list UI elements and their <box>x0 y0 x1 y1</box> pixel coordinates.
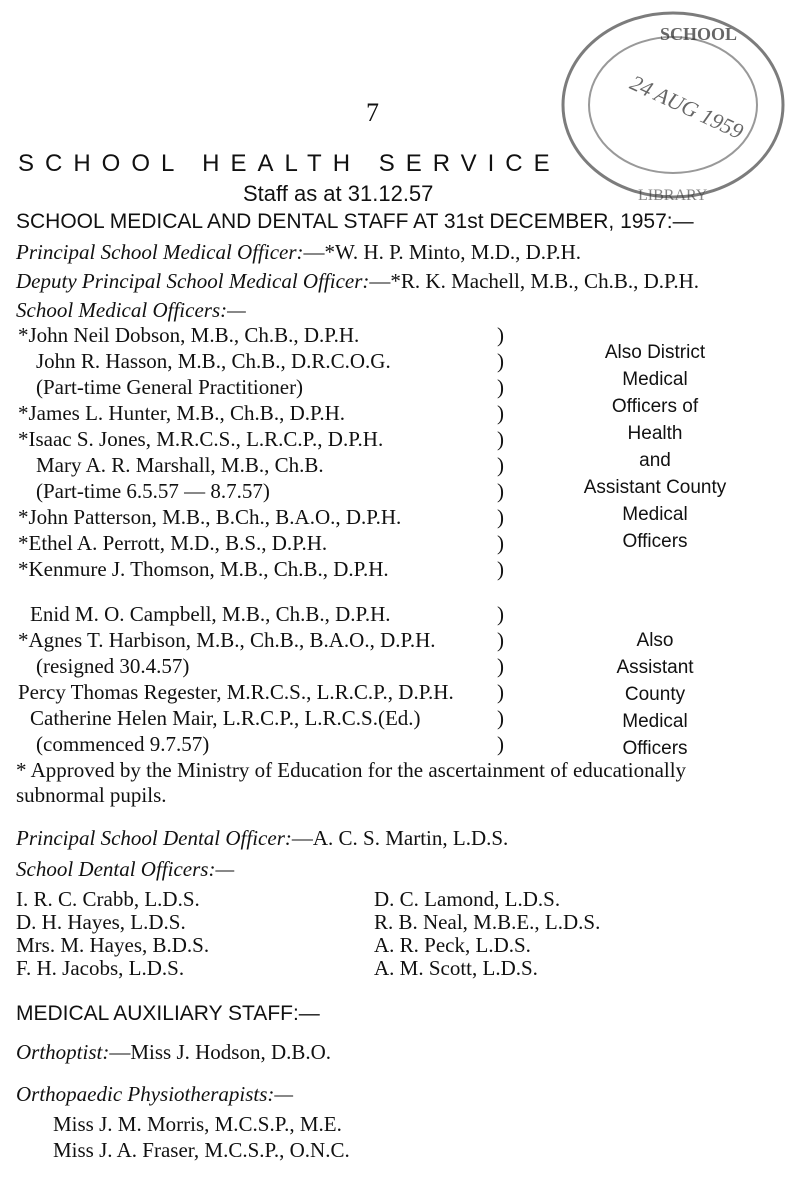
note-line: and <box>639 450 671 471</box>
footnote-line: * Approved by the Ministry of Education for the ascertainment of educationally <box>16 758 687 782</box>
note-line: Medical <box>622 711 688 732</box>
bracket-paren: ) <box>497 349 504 373</box>
officer-line: John R. Hasson, M.B., Ch.B., D.R.C.O.G. <box>36 349 391 373</box>
officer-line: Catherine Helen Mair, L.R.C.P., L.R.C.S.(Ed.) <box>30 706 421 730</box>
bracket-paren: ) <box>497 602 504 626</box>
officer-line: (Part-time General Practitioner) <box>36 375 304 399</box>
note-line: Medical <box>622 504 688 525</box>
main-heading: SCHOOL MEDICAL AND DENTAL STAFF AT 31st DECEMBER, 1957:— <box>16 210 694 233</box>
note-line: County <box>624 684 686 705</box>
bracket-paren: ) <box>497 531 504 555</box>
group2-note <box>560 627 750 762</box>
dental-officer: D. H. Hayes, L.D.S. <box>16 910 186 934</box>
officer-line: (resigned 30.4.57) <box>36 654 190 678</box>
officer-line: *James L. Hunter, M.B., Ch.B., D.P.H. <box>18 401 345 425</box>
bracket-paren: ) <box>497 401 504 425</box>
footnote-line: subnormal pupils. <box>16 783 167 807</box>
officer-line: *Agnes T. Harbison, M.B., Ch.B., B.A.O., D.P.H. <box>18 628 436 652</box>
officer-line: *Isaac S. Jones, M.R.C.S., L.R.C.P., D.P.H. <box>18 427 384 451</box>
officer-line: Percy Thomas Regester, M.R.C.S., L.R.C.P., D.P.H. <box>18 680 454 704</box>
officer-line: (commenced 9.7.57) <box>36 732 210 756</box>
orthoptist-line <box>16 1040 331 1065</box>
school-medical-officers-heading: School Medical Officers:— <box>16 298 246 322</box>
principal-medical-officer <box>16 240 581 265</box>
bracket-paren: ) <box>497 453 504 477</box>
officer-line: (Part-time 6.5.57 — 8.7.57) <box>36 479 270 503</box>
principal-dental-label: Principal School Dental Officer: <box>16 826 292 850</box>
bracket-paren: ) <box>497 557 504 581</box>
page-title: SCHOOL HEALTH SERVICE <box>18 150 561 177</box>
officer-line: Enid M. O. Campbell, M.B., Ch.B., D.P.H. <box>30 602 391 626</box>
officer-line: *Ethel A. Perrott, M.D., B.S., D.P.H. <box>18 531 328 555</box>
group1-note <box>560 339 750 555</box>
bracket-paren: ) <box>497 680 504 704</box>
dental-officer: F. H. Jacobs, L.D.S. <box>16 956 185 980</box>
officer-line: *John Patterson, M.B., B.Ch., B.A.O., D.P.H. <box>18 505 402 529</box>
page-number: 7 <box>366 98 379 127</box>
orthoptist-value: —Miss J. Hodson, D.B.O. <box>109 1040 332 1064</box>
principal-dental-officer <box>16 826 508 851</box>
officer-line: Mary A. R. Marshall, M.B., Ch.B. <box>36 453 324 477</box>
officer-line: *John Neil Dobson, M.B., Ch.B., D.P.H. <box>18 323 360 347</box>
note-line: Also <box>636 630 674 651</box>
note-line: Officers <box>622 531 688 552</box>
bracket-paren: ) <box>497 732 504 756</box>
stamp-date-text: 24 AUG 1959 <box>626 69 748 144</box>
note-line: Health <box>627 423 683 444</box>
bracket-paren: ) <box>497 628 504 652</box>
bracket-paren: ) <box>497 505 504 529</box>
note-line: Assistant <box>616 657 694 678</box>
dental-officer: A. M. Scott, L.D.S. <box>374 956 538 980</box>
deputy-value: —*R. K. Machell, M.B., Ch.B., D.P.H. <box>369 269 700 293</box>
principal-value: —*W. H. P. Minto, M.D., D.P.H. <box>303 240 582 264</box>
bracket-paren: ) <box>497 654 504 678</box>
auxiliary-heading: MEDICAL AUXILIARY STAFF:— <box>16 1002 320 1025</box>
dental-officer: I. R. C. Crabb, L.D.S. <box>16 887 200 911</box>
principal-label: Principal School Medical Officer: <box>16 240 304 264</box>
bracket-paren: ) <box>497 706 504 730</box>
school-dental-officers-heading: School Dental Officers:— <box>16 857 235 881</box>
dental-officer: R. B. Neal, M.B.E., L.D.S. <box>374 910 601 934</box>
bracket-paren: ) <box>497 479 504 503</box>
dental-officer: D. C. Lamond, L.D.S. <box>374 887 561 911</box>
page-subtitle: Staff as at 31.12.57 <box>243 181 434 206</box>
stamp-bottom-text: LIBRARY <box>638 187 708 204</box>
physio-heading: Orthopaedic Physiotherapists:— <box>16 1082 294 1106</box>
note-line: Medical <box>622 369 688 390</box>
dental-officer: Mrs. M. Hayes, B.D.S. <box>16 933 210 957</box>
deputy-medical-officer <box>16 269 699 294</box>
physio-line: Miss J. A. Fraser, M.C.S.P., O.N.C. <box>53 1138 350 1162</box>
physio-line: Miss J. M. Morris, M.C.S.P., M.E. <box>53 1112 342 1136</box>
note-line: Also District <box>604 342 706 363</box>
stamp-top-text: SCHOOL <box>660 24 738 44</box>
note-line: Assistant County <box>583 477 727 498</box>
note-line: Officers <box>622 738 688 759</box>
bracket-paren: ) <box>497 323 504 347</box>
note-line: Officers of <box>611 396 699 417</box>
principal-dental-value: —A. C. S. Martin, L.D.S. <box>291 826 509 850</box>
dental-officer: A. R. Peck, L.D.S. <box>374 933 531 957</box>
bracket-paren: ) <box>497 427 504 451</box>
orthoptist-label: Orthoptist: <box>16 1040 110 1064</box>
bracket-paren: ) <box>497 375 504 399</box>
library-stamp <box>548 0 798 210</box>
officer-line: *Kenmure J. Thomson, M.B., Ch.B., D.P.H. <box>18 557 389 581</box>
deputy-label: Deputy Principal School Medical Officer: <box>16 269 370 293</box>
